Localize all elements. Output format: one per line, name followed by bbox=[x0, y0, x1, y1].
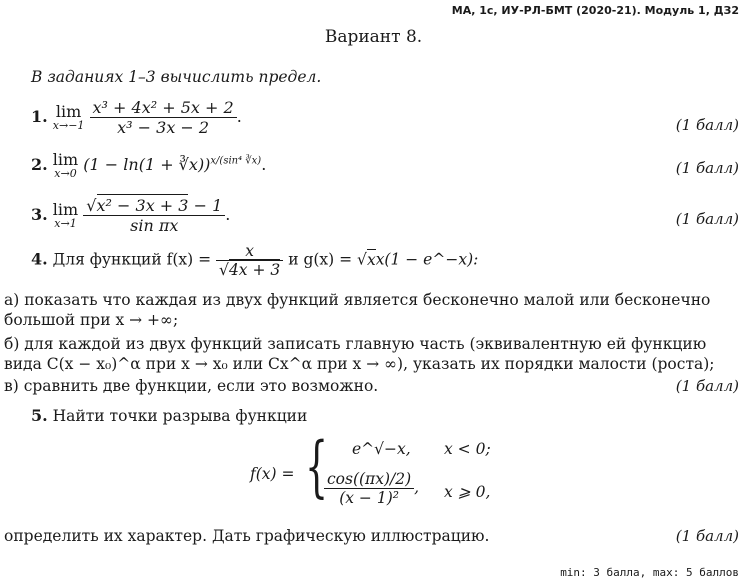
problem-number: 3. bbox=[31, 205, 48, 224]
points-3: (1 балл) bbox=[675, 210, 739, 228]
case-1-condition: x < 0; bbox=[444, 440, 491, 458]
case-2-expression: $\frac{\cos((\pi x)/2)}{\text{(x − 1)²}}$ , bbox=[324, 470, 419, 507]
problem-number: 2. bbox=[31, 155, 48, 174]
limit-operator: lim x→0 bbox=[52, 150, 79, 180]
problem-number: 4. bbox=[31, 249, 48, 269]
fraction: $\frac{\cos((\pi x)/2)}{\text{(x − 1)²}}$ bbox=[324, 470, 414, 507]
piecewise-label: f(x) = bbox=[250, 465, 295, 483]
problem-5-lead: 5. Найти точки разрыва функции bbox=[31, 406, 308, 425]
piecewise-brace: { bbox=[305, 428, 329, 505]
problem-4-part-c: в) сравнить две функции, если это возможно. bbox=[4, 377, 379, 395]
score-footer: min: 3 балла, max: 5 баллов bbox=[560, 566, 739, 579]
problem-2: 2. lim x→0 (1 − ln(1 + ∛x))$^{x/(sin^4 ∛x)}$. bbox=[31, 150, 267, 180]
problem-number: 1. bbox=[31, 107, 48, 126]
problem-4-part-b: б) для каждой из двух функций записать главную часть (эквивалентную ей функцию вида C(x − x₀)^α при x → x₀ или Cx^α при x → ∞), указать их порядки малости (роста); bbox=[4, 335, 715, 373]
fraction: $\frac{x}{√4x + 3}$ bbox=[216, 242, 283, 279]
problem-number: 5. bbox=[31, 406, 48, 425]
intro-text: В заданиях 1–3 вычислить предел. bbox=[31, 68, 322, 86]
problem-1: 1. lim x→−1 $\frac{\text{x³ + 4x² + 5x + 2}}{\text{x³ − 3x − 2}}$ . bbox=[31, 98, 242, 137]
case-2-condition: x ⩾ 0, bbox=[444, 483, 491, 501]
problem-4-part-a: а) показать что каждая из двух функций является бесконечно малой или бесконечно большой при x → +∞; bbox=[4, 291, 711, 329]
fraction: $\frac{\text{x³ + 4x² + 5x + 2}}{\text{x³ − 3x − 2}}$ bbox=[90, 98, 237, 137]
variant-title: Вариант 8. bbox=[324, 27, 423, 47]
limit-operator: lim x→−1 bbox=[52, 102, 85, 132]
problem-3: 3. lim x→1 $\frac{\text{√x² − 3x + 3 − 1}}{\text{sin πx}}$ . bbox=[31, 196, 231, 235]
fraction: $\frac{\text{√x² − 3x + 3 − 1}}{\text{sin πx}}$ bbox=[83, 196, 225, 235]
course-header: МА, 1с, ИУ-РЛ-БМТ (2020-21). Модуль 1, ДЗ2 bbox=[451, 4, 739, 17]
points-2: (1 балл) bbox=[675, 159, 739, 177]
problem-5-closing: определить их характер. Дать графическую иллюстрацию. bbox=[4, 527, 490, 545]
limit-operator: lim x→1 bbox=[52, 200, 79, 230]
problem-4: 4. Для функций f(x) = $\frac{x}{√4x + 3}$ и g(x) = √xx(1 − e^−x): bbox=[31, 242, 479, 279]
points-1: (1 балл) bbox=[675, 116, 739, 134]
points-5: (1 балл) bbox=[675, 527, 739, 545]
case-1-expression: e^√−x, bbox=[352, 440, 411, 458]
points-4: (1 балл) bbox=[675, 377, 739, 395]
